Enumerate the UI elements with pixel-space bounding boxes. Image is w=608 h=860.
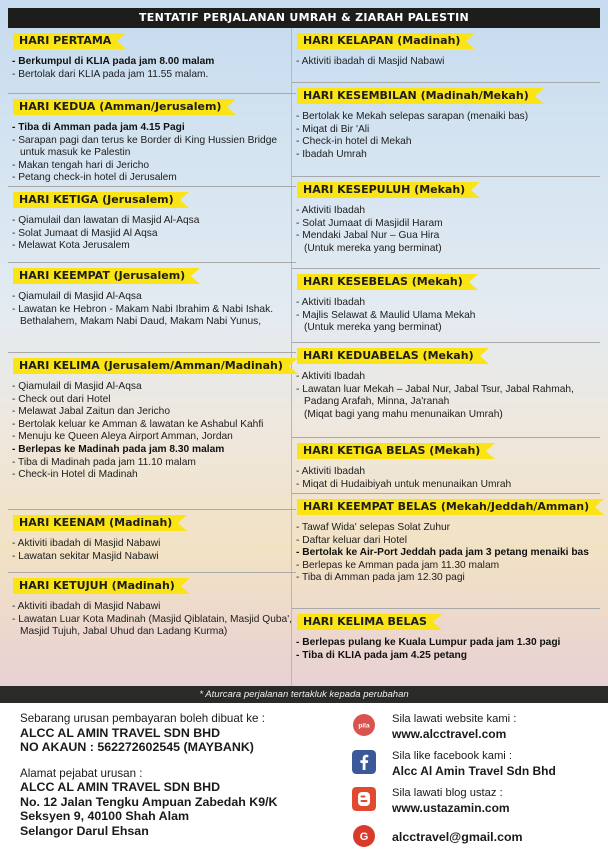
day-activity-list xyxy=(296,466,596,491)
activity-item: - Makan tengah hari di Jericho xyxy=(12,159,150,171)
website-label: Sila lawati website kami : xyxy=(392,713,517,725)
activity-item: - Aktiviti ibadah di Masjid Nabawi xyxy=(296,56,445,67)
day-section xyxy=(8,263,296,353)
day-activity-list xyxy=(12,601,292,639)
day-section xyxy=(8,94,296,187)
activity-item: - Check out dari Hotel xyxy=(12,393,111,405)
day-title-badge: HARI KEDUA (Amman/Jerusalem) xyxy=(13,99,227,115)
activity-item: - Tiba di Amman pada jam 12.30 pagi xyxy=(296,572,465,584)
activity-item: - Ibadah Umrah xyxy=(296,148,367,160)
activity-item: - Daftar keluar dari Hotel xyxy=(296,534,407,546)
day-title-badge: HARI KEENAM (Madinah) xyxy=(13,515,178,531)
facebook-icon xyxy=(352,750,376,774)
blog-contact xyxy=(352,784,602,821)
activity-item: - Majlis Selawat & Maulid Ulama Mekah xyxy=(296,309,476,321)
itinerary-title: TENTATIF PERJALANAN UMRAH & ZIARAH PALESTIN xyxy=(8,8,600,28)
activity-item: - Miqat di Hudaibiyah untuk menunaikan Umrah xyxy=(296,478,512,490)
day-activity-list xyxy=(12,291,292,329)
activity-item: - Melawat Kota Jerusalem xyxy=(12,240,130,252)
activity-item: - Bertolak dari KLIA pada jam 11.55 malam. xyxy=(12,68,209,80)
day-activity-list xyxy=(296,56,596,69)
office-line: ALCC AL AMIN TRAVEL SDN BHD xyxy=(20,780,221,794)
office-intro: Alamat pejabat urusan : xyxy=(20,766,143,780)
contact-info xyxy=(352,710,602,858)
facebook-contact xyxy=(352,747,602,784)
activity-item: - Bertolak keluar ke Amman & lawatan ke Ashabul Kahfi xyxy=(12,418,264,430)
day-section xyxy=(8,28,296,94)
activity-item: - Mendaki Jabal Nur – Gua Hira xyxy=(296,230,440,242)
day-section xyxy=(292,438,600,494)
svg-text:G: G xyxy=(359,831,369,843)
activity-item: (Miqat bagi yang mahu menunaikan Umrah) xyxy=(304,408,503,420)
day-activity-list xyxy=(296,205,596,255)
activity-item: - Qiamulail di Masjid Al-Aqsa xyxy=(12,381,142,392)
activity-item: (Untuk mereka yang berminat) xyxy=(304,322,442,334)
day-section xyxy=(8,510,296,573)
gmail-icon xyxy=(352,824,376,848)
activity-item: - Tiba di Madinah pada jam 11.10 malam xyxy=(12,456,196,468)
day-activity-list xyxy=(296,111,596,161)
activity-item: - Tiba di KLIA pada jam 4.25 petang xyxy=(296,649,467,661)
day-title-badge: HARI PERTAMA xyxy=(13,33,117,49)
activity-item: - Miqat di Bir 'Ali xyxy=(296,123,370,135)
email-link[interactable]: alcctravel@gmail.com xyxy=(392,830,523,844)
web-icon xyxy=(352,713,376,737)
facebook-link[interactable]: Alcc Al Amin Travel Sdn Bhd xyxy=(392,764,556,778)
svg-text:pila: pila xyxy=(358,722,370,730)
day-activity-list xyxy=(12,381,292,482)
activity-item: - Lawatan ke Hebron - Makam Nabi Ibrahim & Nabi Ishak. Bethalahem, Makam Nabi Daud, Makam Nabi Yunus, xyxy=(12,303,274,328)
activity-item: (Untuk mereka yang berminat) xyxy=(304,242,442,254)
day-section xyxy=(8,187,296,263)
day-section xyxy=(292,269,600,343)
day-activity-list xyxy=(296,637,596,662)
activity-item: - Menuju ke Queen Aleya Airport Amman, Jordan xyxy=(12,431,233,443)
activity-item: - Aktiviti Ibadah xyxy=(296,297,366,308)
activity-item: - Aktiviti Ibadah xyxy=(296,205,366,216)
day-section xyxy=(292,343,600,438)
right-column xyxy=(292,28,600,675)
activity-item: - Tiba di Amman pada jam 4.15 Pagi xyxy=(12,122,185,133)
day-activity-list xyxy=(12,538,292,563)
day-title-badge: HARI KEDUABELAS (Mekah) xyxy=(297,348,480,364)
website-link[interactable]: www.alcctravel.com xyxy=(392,727,507,741)
activity-item: - Berlepas ke Madinah pada jam 8.30 malam xyxy=(12,443,225,455)
day-title-badge: HARI KETUJUH (Madinah) xyxy=(13,578,181,594)
activity-item: - Lawatan sekitar Masjid Nabawi xyxy=(12,550,159,562)
activity-item: - Lawatan Luar Kota Madinah (Masjid Qiblatain, Masjid Quba', Masjid Tujuh, Jabal Uhud dan Ladang Kurma) xyxy=(12,613,292,638)
day-section xyxy=(8,353,296,510)
day-title-badge: HARI KELIMA BELAS xyxy=(297,614,433,630)
office-line: Seksyen 9, 40100 Shah Alam xyxy=(20,809,189,823)
payment-info xyxy=(20,712,350,838)
activity-item: - Qiamulail di Masjid Al-Aqsa xyxy=(12,291,142,302)
activity-item: - Melawat Jabal Zaitun dan Jericho xyxy=(12,406,170,418)
activity-item: - Tawaf Wida' selepas Solat Zuhur xyxy=(296,522,451,533)
activity-item: - Solat Jumaat di Masjidil Haram xyxy=(296,217,443,229)
payment-account: NO AKAUN : 562272602545 (MAYBANK) xyxy=(20,740,254,754)
activity-item: - Petang check-in hotel di Jerusalem xyxy=(12,172,177,184)
activity-item: - Aktiviti ibadah di Masjid Nabawi xyxy=(12,601,161,612)
day-section xyxy=(292,494,600,609)
office-line: Selangor Darul Ehsan xyxy=(20,823,149,838)
day-title-badge: HARI KESEBELAS (Mekah) xyxy=(297,274,469,290)
blog-link[interactable]: www.ustazamin.com xyxy=(392,801,510,815)
day-activity-list xyxy=(12,122,292,185)
day-title-badge: HARI KETIGA (Jerusalem) xyxy=(13,192,180,208)
activity-item: - Qiamulail dan lawatan di Masjid Al-Aqsa xyxy=(12,215,200,226)
day-title-badge: HARI KELAPAN (Madinah) xyxy=(297,33,466,49)
day-activity-list xyxy=(296,297,596,335)
day-title-badge: HARI KESEPULUH (Mekah) xyxy=(297,182,471,198)
activity-item: - Check-in hotel di Mekah xyxy=(296,136,412,148)
activity-item: - Sarapan pagi dan terus ke Border di King Hussien Bridge untuk masuk ke Palestin xyxy=(12,134,278,159)
day-title-badge: HARI KEEMPAT BELAS (Mekah/Jeddah/Amman) xyxy=(297,499,595,515)
activity-item: - Aktiviti Ibadah xyxy=(296,466,366,477)
day-section xyxy=(292,28,600,83)
day-section xyxy=(292,609,600,675)
payment-intro: Sebarang urusan pembayaran boleh dibuat ke : xyxy=(20,712,265,725)
day-title-badge: HARI KETIGA BELAS (Mekah) xyxy=(297,443,486,459)
day-title-badge: HARI KESEMBILAN (Madinah/Mekah) xyxy=(297,88,535,104)
office-line: No. 12 Jalan Tengku Ampuan Zabedah K9/K xyxy=(20,794,278,809)
website-contact xyxy=(352,710,602,747)
day-section xyxy=(292,177,600,269)
day-activity-list xyxy=(296,371,596,421)
day-title-badge: HARI KELIMA (Jerusalem/Amman/Madinah) xyxy=(13,358,289,374)
blogger-icon xyxy=(352,787,376,811)
facebook-label: Sila like facebook kami : xyxy=(392,750,513,762)
activity-item: - Solat Jumaat di Masjid Al Aqsa xyxy=(12,227,158,239)
activity-item: - Aktiviti Ibadah xyxy=(296,371,366,382)
day-section xyxy=(292,83,600,177)
activity-item: - Berlepas ke Amman pada jam 11.30 malam xyxy=(296,559,500,571)
activity-item: - Bertolak ke Mekah selepas sarapan (menaiki bas) xyxy=(296,111,529,122)
left-column xyxy=(8,28,296,679)
blog-label: Sila lawati blog ustaz : xyxy=(392,787,503,799)
day-title-badge: HARI KEEMPAT (Jerusalem) xyxy=(13,268,191,284)
activity-item: - Check-in Hotel di Madinah xyxy=(12,469,138,481)
activity-item: - Berlepas pulang ke Kuala Lumpur pada jam 1.30 pagi xyxy=(296,637,561,648)
email-contact xyxy=(352,821,602,858)
day-activity-list xyxy=(296,522,596,585)
activity-item: - Aktiviti ibadah di Masjid Nabawi xyxy=(12,538,161,549)
day-section xyxy=(8,573,296,679)
payment-company: ALCC AL AMIN TRAVEL SDN BHD xyxy=(20,725,221,740)
activity-item: - Berkumpul di KLIA pada jam 8.00 malam xyxy=(12,56,215,67)
day-activity-list xyxy=(12,215,292,253)
footnote: * Aturcara perjalanan tertakluk kepada perubahan xyxy=(0,686,608,703)
activity-item: - Lawatan luar Mekah – Jabal Nur, Jabal Tsur, Jabal Rahmah, Padang Arafah, Minna, Ja'ranah xyxy=(296,383,574,408)
activity-item: - Bertolak ke Air-Port Jeddah pada jam 3 petang menaiki bas xyxy=(296,547,589,559)
day-activity-list xyxy=(12,56,292,81)
